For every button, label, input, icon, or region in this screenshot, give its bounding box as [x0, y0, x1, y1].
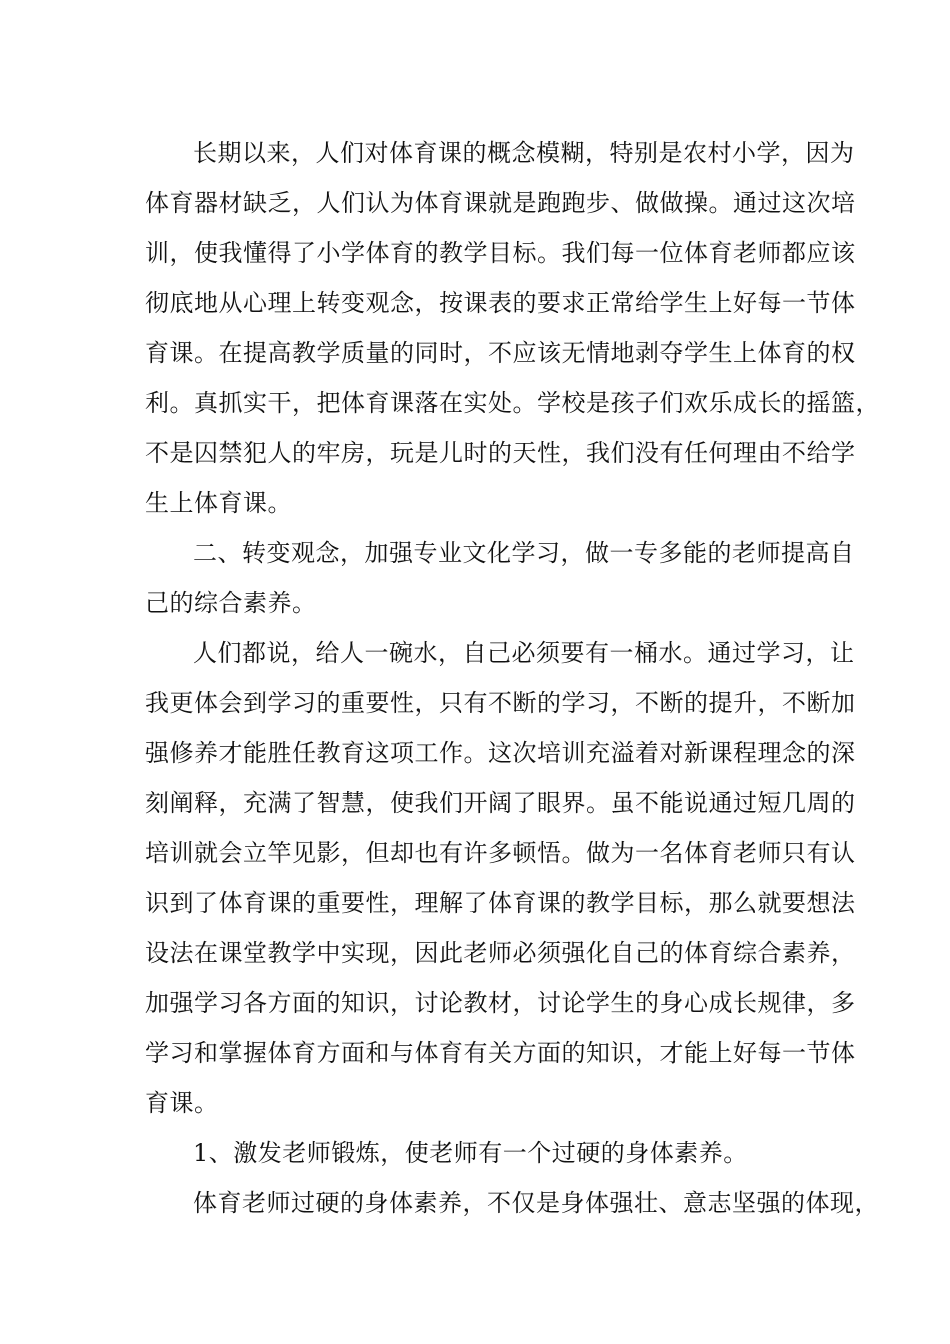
- subheading-line: 1、激发老师锻炼，使老师有一个过硬的身体素养。: [193, 1139, 748, 1167]
- paragraph-line: 长期以来，人们对体育课的概念模糊，特别是农村小学，因为: [193, 139, 855, 167]
- section-heading-line: 二、转变观念，加强专业文化学习，做一专多能的老师提高自: [193, 539, 855, 567]
- paragraph-line: 彻底地从心理上转变观念，按课表的要求正常给学生上好每一节体: [145, 289, 856, 317]
- paragraph-line: 我更体会到学习的重要性，只有不断的学习，不断的提升，不断加: [145, 689, 856, 717]
- paragraph-line: 体育器材缺乏，人们认为体育课就是跑跑步、做做操。通过这次培: [145, 189, 856, 217]
- paragraph-line: 刻阐释，充满了智慧，使我们开阔了眼界。虽不能说通过短几周的: [145, 789, 856, 817]
- paragraph-line: 设法在课堂教学中实现，因此老师必须强化自己的体育综合素养，: [145, 939, 856, 967]
- paragraph-line: 强修养才能胜任教育这项工作。这次培训充溢着对新课程理念的深: [145, 739, 856, 767]
- paragraph-line: 生上体育课。: [145, 489, 292, 517]
- paragraph-line: 学习和掌握体育方面和与体育有关方面的知识，才能上好每一节体: [145, 1039, 856, 1067]
- paragraph-line: 训，使我懂得了小学体育的教学目标。我们每一位体育老师都应该: [145, 239, 856, 267]
- paragraph-line: 育课。在提高教学质量的同时，不应该无情地剥夺学生上体育的权: [145, 339, 856, 367]
- section-heading-line: 己的综合素养。: [145, 589, 317, 617]
- paragraph-line: 利。真抓实干，把体育课落在实处。学校是孩子们欢乐成长的摇篮，: [145, 389, 880, 417]
- paragraph-line: 体育老师过硬的身体素养，不仅是身体强壮、意志坚强的体现，: [193, 1189, 879, 1217]
- paragraph-line: 不是囚禁犯人的牢房，玩是儿时的天性，我们没有任何理由不给学: [145, 439, 856, 467]
- paragraph-line: 识到了体育课的重要性，理解了体育课的教学目标，那么就要想法: [145, 889, 856, 917]
- body-text: [145, 128, 880, 1228]
- paragraph-line: 人们都说，给人一碗水，自己必须要有一桶水。通过学习，让: [193, 639, 855, 667]
- paragraph-line: 育课。: [145, 1089, 219, 1117]
- paragraph-line: 加强学习各方面的知识，讨论教材，讨论学生的身心成长规律，多: [145, 989, 856, 1017]
- paragraph-line: 培训就会立竿见影，但却也有许多顿悟。做为一名体育老师只有认: [145, 839, 856, 867]
